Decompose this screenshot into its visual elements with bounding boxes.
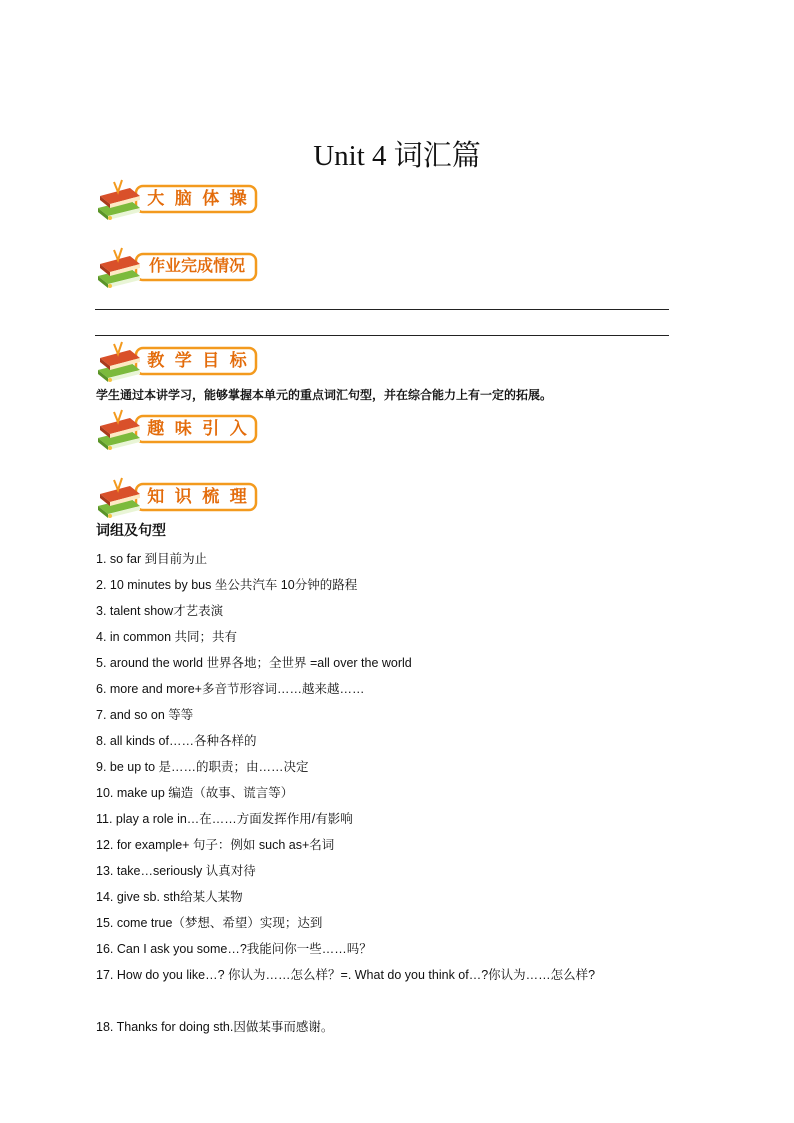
phrase-item: 13. take…seriously 认真对待 <box>96 864 256 878</box>
phrase-item: 12. for example+ 句子：例如 such as+名词 <box>96 838 335 852</box>
page-title: Unit 4 词汇篇 <box>313 140 481 172</box>
banner-char: 脑 <box>174 188 192 209</box>
phrase-item: 3. talent show才艺表演 <box>96 604 224 618</box>
phrase-item: 9. be up to 是……的职责；由……决定 <box>96 760 309 774</box>
phrase-item: 1. so far 到目前为止 <box>96 552 208 566</box>
banner-char: 目 <box>202 350 220 371</box>
banner-char: 学 <box>174 350 192 371</box>
banner-char: 体 <box>202 188 220 209</box>
phrase-item: 5. around the world 世界各地；全世界 =all over the world <box>96 656 412 670</box>
banner-char: 理 <box>229 486 247 507</box>
phrase-item: 6. more and more+多音节形容词……越来越…… <box>96 682 365 696</box>
banner-label <box>142 345 252 371</box>
banner-label <box>142 481 252 507</box>
banner-char: 梳 <box>202 486 220 507</box>
banner-char: 教 <box>147 350 165 371</box>
phrase-item: 15. come true（梦想、希望）实现；达到 <box>96 916 323 930</box>
banner-char: 趣 <box>147 418 165 439</box>
banner-label: 作业完成情况 <box>148 255 245 275</box>
answer-line <box>95 335 669 336</box>
banner-char: 识 <box>174 486 192 507</box>
banner-label <box>142 183 252 209</box>
banner-char: 味 <box>174 418 192 439</box>
banner-char: 入 <box>229 418 247 439</box>
banner-knowledge-review <box>96 476 258 520</box>
phrase-item: 7. and so on 等等 <box>96 708 194 722</box>
phrase-item: 2. 10 minutes by bus 坐公共汽车 10分钟的路程 <box>96 578 358 592</box>
phrase-item: 10. make up 编造（故事、谎言等） <box>96 786 294 800</box>
phrase-item: 14. give sb. sth给某人某物 <box>96 890 243 904</box>
banner-teaching-goal <box>96 340 258 384</box>
banner-label <box>142 413 252 439</box>
banner-brain-exercise <box>96 178 258 222</box>
phrase-item: 16. Can I ask you some…?我能问你一些……吗？ <box>96 942 372 956</box>
teaching-objective: 学生通过本讲学习，能够掌握本单元的重点词汇句型，并在综合能力上有一定的拓展。 <box>96 388 553 402</box>
banner-homework-status <box>96 246 258 290</box>
banner-char: 操 <box>229 188 247 209</box>
phrase-item: 11. play a role in…在……方面发挥作用/有影响 <box>96 812 353 826</box>
phrase-item: 4. in common 共同；共有 <box>96 630 238 644</box>
phrase-item: 18. Thanks for doing sth.因做某事而感谢。 <box>96 1020 334 1034</box>
banner-fun-intro <box>96 408 258 452</box>
banner-char: 大 <box>147 188 165 209</box>
banner-char: 标 <box>229 350 247 371</box>
phrase-item: 17. How do you like…? 你认为……怎么样？=. What do you think of…?你认为……怎么样? <box>96 968 596 982</box>
section-heading: 词组及句型 <box>96 523 166 539</box>
answer-line <box>95 309 669 310</box>
banner-char: 引 <box>202 418 220 439</box>
banner-char: 知 <box>147 486 165 507</box>
phrase-item: 8. all kinds of……各种各样的 <box>96 734 257 748</box>
